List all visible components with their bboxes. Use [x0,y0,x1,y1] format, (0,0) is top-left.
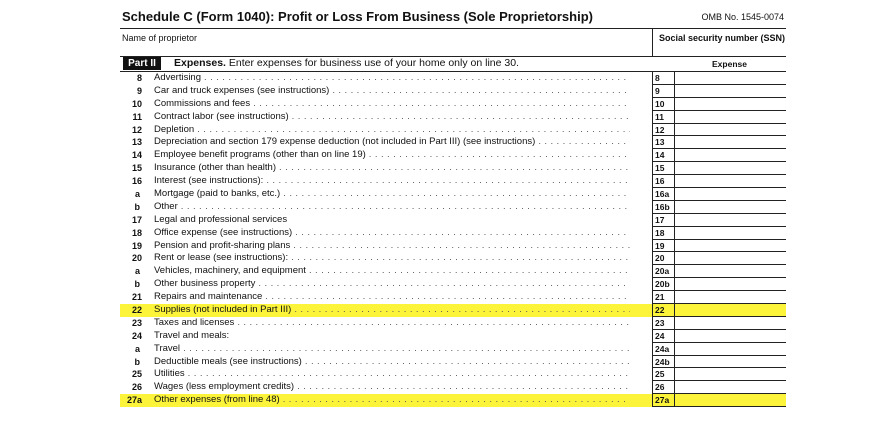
line-reference: 11 [652,111,674,124]
line-label: Depletion . . . [154,124,630,137]
expense-row [120,278,786,291]
ssn-label: Social security number (SSN) [659,33,786,43]
expense-amount-field[interactable] [674,188,786,201]
line-number: 14 [131,150,142,161]
expense-column-header: Expense [712,59,747,69]
line-label: Rent or lease (see instructions): . . . [154,252,630,265]
expense-lines [120,72,786,407]
line-reference: 17 [652,214,674,227]
expense-row [120,304,786,317]
line-number: 12 [131,124,142,135]
line-label: Other expenses (from line 48) . . . [154,394,630,407]
line-label: Insurance (other than health) . . . [154,162,630,175]
line-number: 9 [136,85,142,96]
expense-row [120,162,786,175]
line-number: 24 [131,330,142,341]
line-number: b [134,356,140,367]
line-label: Utilities . . . [154,368,630,381]
line-number: b [134,279,140,290]
line-number: 16 [131,176,142,187]
line-label: Contract labor (see instructions) . . . [154,111,630,124]
line-label: Travel and meals: [154,329,230,341]
line-number: a [134,343,140,354]
part-description [174,57,519,70]
omb-number: OMB No. 1545-0074 [701,12,784,22]
part-badge: Part II [123,57,161,70]
line-number: b [134,201,140,212]
line-label: Office expense (see instructions) . . . [154,227,630,240]
expense-row [120,252,786,265]
expense-amount-field[interactable] [674,175,786,188]
expense-row [120,368,786,381]
expense-amount-field[interactable] [674,111,786,124]
expense-row [120,98,786,111]
line-reference: 24a [652,343,674,356]
line-reference: 22 [652,304,674,317]
line-label: Legal and professional services [154,213,288,225]
expense-amount-field[interactable] [674,381,786,394]
line-number: 8 [136,73,142,83]
form-title: Schedule C (Form 1040): Profit or Loss From Business (Sole Proprietorship) [122,9,593,24]
line-reference: 15 [652,162,674,175]
expense-row [120,330,786,343]
line-reference: 16 [652,175,674,188]
expense-row [120,124,786,137]
expense-row [120,85,786,98]
part-instruction: Enter expenses for business use of your home only on line 30. [228,57,519,69]
expense-amount-field[interactable] [674,136,786,149]
line-reference: 21 [652,291,674,304]
line-number: a [134,266,140,277]
line-reference: 24b [652,356,674,369]
line-number: 18 [131,227,142,238]
expense-amount-field[interactable] [674,98,786,111]
expense-amount-field[interactable] [674,368,786,381]
line-label: Wages (less employment credits) . . . [154,381,630,394]
part-ii-header [120,57,786,71]
expense-row [120,111,786,124]
expense-row [120,214,786,227]
expense-amount-field[interactable] [674,291,786,304]
expense-amount-field[interactable] [674,343,786,356]
line-reference: 9 [652,85,674,98]
line-number: 11 [132,111,142,122]
expense-row [120,227,786,240]
line-label: Employee benefit programs (other than on line 19) . . . [154,149,630,162]
line-number: 25 [131,369,142,380]
expense-amount-field[interactable] [674,304,786,317]
line-reference: 14 [652,149,674,162]
expense-row [120,381,786,394]
expense-amount-field[interactable] [674,278,786,291]
expense-amount-field[interactable] [674,227,786,240]
line-reference: 18 [652,227,674,240]
expense-row [120,149,786,162]
line-label: Other business property . . . [154,278,630,291]
line-number: 21 [131,292,142,303]
line-number: 26 [131,382,142,393]
line-reference: 25 [652,368,674,381]
line-reference: 26 [652,381,674,394]
line-reference: 27a [652,394,674,407]
line-label: Vehicles, machinery, and equipment . . . [154,265,630,278]
line-reference: 20a [652,265,674,278]
line-label: Commissions and fees . . . [154,98,630,111]
expense-amount-field[interactable] [674,124,786,137]
line-reference: 20b [652,278,674,291]
expense-amount-field[interactable] [674,240,786,253]
expense-amount-field[interactable] [674,356,786,369]
expense-amount-field[interactable] [674,265,786,278]
line-label: Travel . . . [154,343,630,356]
line-number: a [134,189,140,200]
line-label: Mortgage (paid to banks, etc.) . . . [154,188,630,201]
expense-row [120,188,786,201]
expense-row [120,394,786,407]
line-reference: 24 [652,330,674,343]
expense-amount-field[interactable] [674,149,786,162]
expense-amount-field[interactable] [674,214,786,227]
line-reference: 16b [652,201,674,214]
line-number: 23 [131,317,142,328]
line-number: 13 [131,137,142,148]
expense-amount-field[interactable] [674,72,786,85]
line-number: 22 [131,305,142,316]
form-header [122,9,786,27]
line-number: 19 [131,240,142,251]
expense-amount-field[interactable] [674,201,786,214]
expense-amount-field[interactable] [674,85,786,98]
expense-row [120,136,786,149]
line-reference: 8 [652,72,674,85]
line-reference: 20 [652,252,674,265]
part-title: Expenses. [174,57,226,69]
expense-amount-field[interactable] [674,330,786,343]
line-label: Interest (see instructions): . . . [154,175,630,188]
expense-row [120,356,786,369]
line-label: Pension and profit-sharing plans . . . [154,240,630,253]
line-label: Supplies (not included in Part III) . . . [154,304,630,317]
expense-row [120,291,786,304]
expense-amount-field[interactable] [674,317,786,330]
line-label: Taxes and licenses . . . [154,317,630,330]
ssn-field[interactable] [652,28,787,56]
expense-row [120,240,786,253]
line-reference: 23 [652,317,674,330]
line-reference: 13 [652,136,674,149]
schedule-c-form [120,0,786,444]
line-label: Other . . . [154,201,630,214]
line-number: 20 [131,253,142,264]
expense-row [120,343,786,356]
line-reference: 10 [652,98,674,111]
line-label: Repairs and maintenance . . . [154,291,630,304]
expense-row [120,317,786,330]
expense-amount-field[interactable] [674,394,786,407]
expense-row [120,72,786,85]
expense-row [120,265,786,278]
expense-row [120,175,786,188]
line-number: 15 [131,163,142,174]
line-label: Depreciation and section 179 expense deduction (not included in Part III) (see instructions) . . . [154,136,630,149]
line-number: 27a [126,395,142,406]
line-reference: 12 [652,124,674,137]
line-label: Advertising . . . [154,72,630,85]
expense-amount-field[interactable] [674,162,786,175]
line-number: 10 [131,98,142,109]
line-label: Deductible meals (see instructions) . . . [154,356,630,369]
line-reference: 16a [652,188,674,201]
line-reference: 19 [652,240,674,253]
proprietor-name-field[interactable]: Name of proprietor [122,33,198,43]
line-label: Car and truck expenses (see instructions) . . . [154,85,630,98]
expense-row [120,201,786,214]
expense-amount-field[interactable] [674,252,786,265]
line-number: 17 [131,214,142,225]
